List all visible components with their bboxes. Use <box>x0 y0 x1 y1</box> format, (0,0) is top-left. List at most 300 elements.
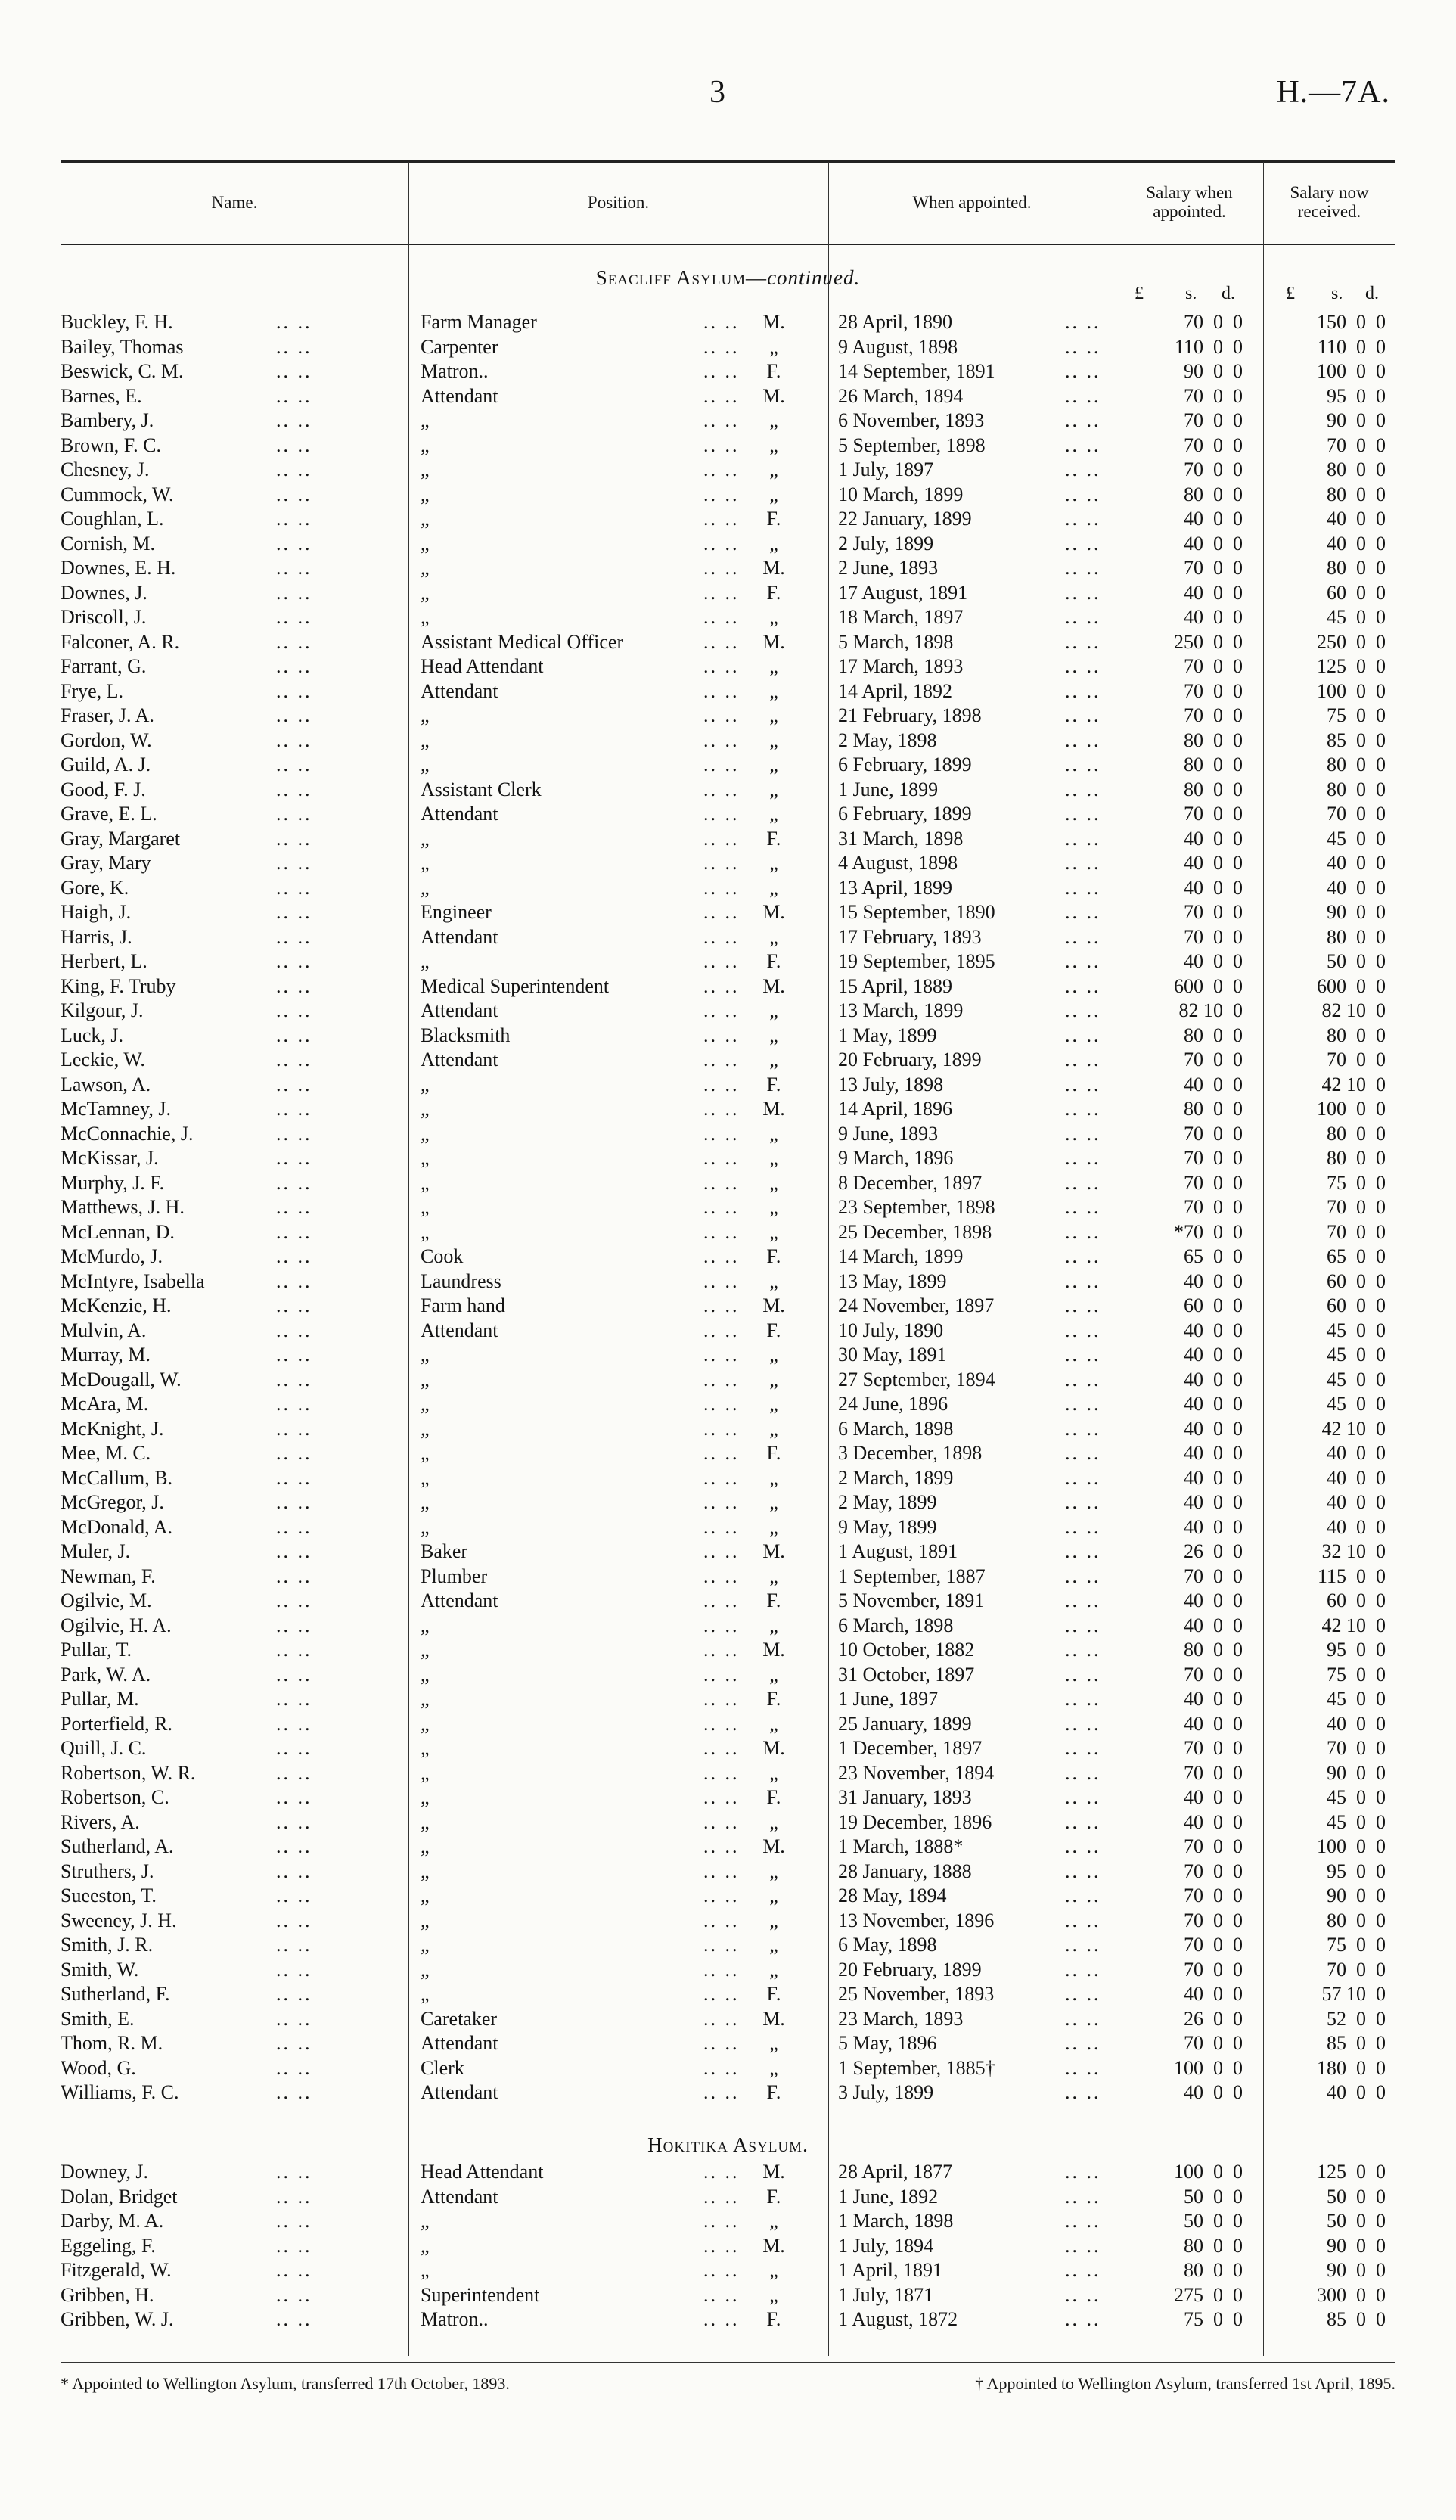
appointed-cell: 3 December, 1898 <box>838 1442 983 1464</box>
sex-cell: „ <box>769 409 778 431</box>
date-leader-dots: .. .. <box>1065 458 1101 480</box>
name-cell: Coughlan, L. <box>61 508 164 530</box>
salary-when-cell: 70 0 0 <box>1184 1122 1243 1145</box>
sex-cell: M. <box>762 2234 785 2257</box>
salary-now-cell: 40 0 0 <box>1327 1442 1386 1464</box>
sex-cell: M. <box>762 2161 785 2183</box>
table-row <box>0 1761 1456 1786</box>
table-row <box>0 753 1456 778</box>
salary-now-cell: 70 0 0 <box>1327 1196 1386 1218</box>
sex-cell: „ <box>769 2032 778 2054</box>
appointed-cell: 2 March, 1899 <box>838 1466 954 1489</box>
sex-cell: „ <box>769 1761 778 1784</box>
salary-now-cell: 90 0 0 <box>1327 409 1386 431</box>
name-leader-dots: .. .. <box>276 876 312 899</box>
sex-cell: M. <box>762 1294 785 1316</box>
sex-cell: „ <box>769 1049 778 1070</box>
sex-cell: „ <box>769 433 778 456</box>
name-leader-dots: .. .. <box>276 1269 312 1292</box>
position-leader-dots: .. .. <box>703 925 740 948</box>
salary-when-cell: 40 0 0 <box>1184 2081 1243 2103</box>
name-cell: McKissar, J. <box>61 1147 159 1169</box>
sex-cell: F. <box>766 1245 781 1267</box>
date-leader-dots: .. .. <box>1065 335 1101 358</box>
salary-when-cell: 80 0 0 <box>1184 2234 1243 2257</box>
sex-cell: „ <box>769 1663 778 1686</box>
table-row <box>0 2185 1456 2210</box>
appointed-cell: 22 January, 1899 <box>838 508 972 530</box>
name-cell: McTamney, J. <box>61 1098 171 1120</box>
position-leader-dots: .. .. <box>703 679 740 702</box>
name-leader-dots: .. .. <box>276 803 312 825</box>
salary-now-cell: 60 0 0 <box>1327 581 1386 604</box>
name-cell: Murphy, J. F. <box>61 1171 165 1194</box>
appointed-cell: 1 May, 1899 <box>838 1024 937 1046</box>
position-cell: „ <box>421 1491 430 1513</box>
table-row <box>0 2007 1456 2032</box>
name-cell: McMurdo, J. <box>61 1245 163 1267</box>
table-row <box>0 1835 1456 1860</box>
position-leader-dots: .. .. <box>703 1393 740 1415</box>
name-leader-dots: .. .. <box>276 630 312 653</box>
date-leader-dots: .. .. <box>1065 360 1101 382</box>
section-title-main: Hokitika Asylum. <box>647 2133 809 2156</box>
position-cell: „ <box>421 1171 430 1194</box>
sex-cell: „ <box>769 754 778 775</box>
position-cell: Attendant <box>421 1049 498 1070</box>
position-cell: „ <box>421 1073 430 1095</box>
appointed-cell: 2 May, 1898 <box>838 729 937 751</box>
salary-now-cell: 115 0 0 <box>1317 1565 1386 1587</box>
appointed-cell: 23 November, 1894 <box>838 1761 995 1784</box>
salary-now-cell: 75 0 0 <box>1327 704 1386 726</box>
position-leader-dots: .. .. <box>703 1737 740 1759</box>
position-leader-dots: .. .. <box>703 876 740 899</box>
appointed-cell: 6 February, 1899 <box>838 754 972 775</box>
table-row <box>0 2080 1456 2105</box>
salary-now-cell: 100 0 0 <box>1317 360 1386 382</box>
name-cell: Sueeston, T. <box>61 1885 157 1906</box>
name-leader-dots: .. .. <box>276 384 312 407</box>
position-leader-dots: .. .. <box>703 754 740 775</box>
position-cell: Cook <box>421 1245 464 1267</box>
salary-when-cell: 70 0 0 <box>1184 2032 1243 2054</box>
salary-now-cell: 110 0 0 <box>1317 335 1386 358</box>
salary-now-cell: 32 10 0 <box>1321 1540 1386 1562</box>
table-row <box>0 729 1456 754</box>
salary-when-cell: 80 0 0 <box>1184 778 1243 800</box>
name-leader-dots: .. .. <box>276 1466 312 1489</box>
date-leader-dots: .. .. <box>1065 1786 1101 1808</box>
name-leader-dots: .. .. <box>276 704 312 726</box>
date-leader-dots: .. .. <box>1065 557 1101 579</box>
table-row <box>0 1687 1456 1712</box>
sex-cell: „ <box>769 2259 778 2281</box>
sex-cell: „ <box>769 852 778 874</box>
position-leader-dots: .. .. <box>703 1294 740 1316</box>
date-leader-dots: .. .. <box>1065 1073 1101 1095</box>
table-row <box>0 458 1456 483</box>
salary-now-cell: 45 0 0 <box>1327 1810 1386 1833</box>
salary-when-cell: 70 0 0 <box>1184 1958 1243 1981</box>
table-row <box>0 2160 1456 2185</box>
position-leader-dots: .. .. <box>703 360 740 382</box>
name-cell: Wood, G. <box>61 2056 136 2079</box>
table-row <box>0 1368 1456 1393</box>
salary-when-cell: 80 0 0 <box>1184 2259 1243 2281</box>
table-row <box>0 1048 1456 1073</box>
name-cell: Downey, J. <box>61 2161 149 2183</box>
sex-cell: „ <box>769 778 778 800</box>
sex-cell: F. <box>766 1786 781 1808</box>
name-cell: Struthers, J. <box>61 1860 154 1882</box>
position-cell: „ <box>421 852 430 874</box>
name-leader-dots: .. .. <box>276 2234 312 2257</box>
position-leader-dots: .. .. <box>703 1269 740 1292</box>
date-leader-dots: .. .. <box>1065 1761 1101 1784</box>
name-cell: Pullar, T. <box>61 1639 132 1661</box>
table-bottom-rule <box>61 2362 1395 2363</box>
sex-cell: „ <box>769 679 778 702</box>
salary-now-cell: 90 0 0 <box>1327 2234 1386 2257</box>
position-leader-dots: .. .. <box>703 1688 740 1710</box>
date-leader-dots: .. .. <box>1065 2283 1101 2306</box>
position-cell: „ <box>421 532 430 555</box>
appointed-cell: 28 January, 1888 <box>838 1860 972 1882</box>
salary-when-cell: 70 0 0 <box>1184 1663 1243 1686</box>
salary-when-cell: 70 0 0 <box>1184 1860 1243 1882</box>
sex-cell: M. <box>762 1540 785 1562</box>
name-leader-dots: .. .. <box>276 2283 312 2306</box>
name-cell: McLennan, D. <box>61 1220 175 1243</box>
salary-when-cell: 40 0 0 <box>1184 1614 1243 1636</box>
position-cell: „ <box>421 754 430 775</box>
name-leader-dots: .. .. <box>276 532 312 555</box>
name-leader-dots: .. .. <box>276 1688 312 1710</box>
position-cell: „ <box>421 827 430 850</box>
salary-now-cell: 60 0 0 <box>1327 1269 1386 1292</box>
position-cell: „ <box>421 1417 430 1440</box>
salary-now-cell: 150 0 0 <box>1317 311 1386 333</box>
name-cell: Bailey, Thomas <box>61 335 184 358</box>
name-leader-dots: .. .. <box>276 606 312 628</box>
salary-when-cell: 40 0 0 <box>1184 1810 1243 1833</box>
table-row <box>0 999 1456 1024</box>
date-leader-dots: .. .. <box>1065 1565 1101 1587</box>
position-leader-dots: .. .. <box>703 606 740 628</box>
salary-now-cell: 40 0 0 <box>1327 1712 1386 1735</box>
name-leader-dots: .. .. <box>276 679 312 702</box>
sex-cell: M. <box>762 1737 785 1759</box>
position-cell: „ <box>421 1220 430 1243</box>
date-leader-dots: .. .. <box>1065 1614 1101 1636</box>
date-leader-dots: .. .. <box>1065 950 1101 972</box>
date-leader-dots: .. .. <box>1065 1835 1101 1857</box>
position-leader-dots: .. .. <box>703 2081 740 2103</box>
salary-now-cell: 80 0 0 <box>1327 778 1386 800</box>
salary-when-cell: 70 0 0 <box>1184 803 1243 825</box>
name-cell: Newman, F. <box>61 1565 156 1587</box>
date-leader-dots: .. .. <box>1065 852 1101 874</box>
date-leader-dots: .. .. <box>1065 384 1101 407</box>
salary-when-cell: 40 0 0 <box>1184 606 1243 628</box>
position-cell: „ <box>421 1835 430 1857</box>
position-leader-dots: .. .. <box>703 1860 740 1882</box>
name-leader-dots: .. .. <box>276 1810 312 1833</box>
sex-cell: „ <box>769 1958 778 1981</box>
name-cell: Gribben, W. J. <box>61 2308 174 2330</box>
table-row <box>0 654 1456 679</box>
salary-now-cell: 40 0 0 <box>1327 532 1386 555</box>
date-leader-dots: .. .. <box>1065 1540 1101 1562</box>
name-leader-dots: .. .. <box>276 1294 312 1316</box>
sex-cell: „ <box>769 803 778 825</box>
salary-when-cell: 70 0 0 <box>1184 1737 1243 1759</box>
position-leader-dots: .. .. <box>703 1934 740 1956</box>
appointed-cell: 6 March, 1898 <box>838 1417 954 1440</box>
position-leader-dots: .. .. <box>703 1761 740 1784</box>
position-leader-dots: .. .. <box>703 999 740 1021</box>
position-leader-dots: .. .. <box>703 852 740 874</box>
sex-cell: „ <box>769 1220 778 1243</box>
position-leader-dots: .. .. <box>703 778 740 800</box>
name-cell: McCallum, B. <box>61 1466 173 1489</box>
sex-cell: „ <box>769 1196 778 1218</box>
section-title-seacliff <box>0 266 1456 290</box>
salary-when-cell: 70 0 0 <box>1184 1147 1243 1169</box>
appointed-cell: 23 March, 1893 <box>838 2007 964 2030</box>
position-cell: „ <box>421 433 430 456</box>
position-cell: „ <box>421 876 430 899</box>
name-leader-dots: .. .. <box>276 581 312 604</box>
date-leader-dots: .. .. <box>1065 1171 1101 1194</box>
table-row <box>0 1220 1456 1245</box>
appointed-cell: 2 July, 1899 <box>838 532 934 555</box>
date-leader-dots: .. .. <box>1065 2308 1101 2330</box>
table-row <box>0 802 1456 827</box>
position-cell: „ <box>421 1663 430 1686</box>
name-leader-dots: .. .. <box>276 458 312 480</box>
date-leader-dots: .. .. <box>1065 827 1101 850</box>
name-cell: Gray, Mary <box>61 852 151 874</box>
date-leader-dots: .. .. <box>1065 803 1101 825</box>
position-cell: Matron.. <box>421 360 489 382</box>
name-cell: Guild, A. J. <box>61 754 151 775</box>
salary-now-cell: 82 10 0 <box>1321 999 1386 1021</box>
position-cell: „ <box>421 1810 430 1833</box>
table-row <box>0 532 1456 557</box>
name-leader-dots: .. .. <box>276 1835 312 1857</box>
date-leader-dots: .. .. <box>1065 2007 1101 2030</box>
date-leader-dots: .. .. <box>1065 679 1101 702</box>
date-leader-dots: .. .. <box>1065 1024 1101 1046</box>
sex-cell: F. <box>766 1983 781 2005</box>
sex-cell: „ <box>769 458 778 480</box>
salary-when-cell: 40 0 0 <box>1184 1344 1243 1366</box>
salary-now-cell: 70 0 0 <box>1327 1737 1386 1759</box>
position-leader-dots: .. .. <box>703 458 740 480</box>
sex-cell: „ <box>769 2283 778 2306</box>
salary-now-cell: 85 0 0 <box>1327 2308 1386 2330</box>
position-leader-dots: .. .. <box>703 2283 740 2306</box>
name-cell: McIntyre, Isabella <box>61 1269 205 1292</box>
name-cell: Driscoll, J. <box>61 606 147 628</box>
name-leader-dots: .. .. <box>276 2056 312 2079</box>
salary-when-cell: 40 0 0 <box>1184 581 1243 604</box>
name-leader-dots: .. .. <box>276 1934 312 1956</box>
footnote-star: * Appointed to Wellington Asylum, transferred 17th October, 1893. <box>61 2374 510 2393</box>
date-leader-dots: .. .. <box>1065 1810 1101 1833</box>
table-row <box>0 1343 1456 1368</box>
name-leader-dots: .. .. <box>276 1540 312 1562</box>
section-title-main: Seacliff Asylum— <box>595 266 768 289</box>
appointed-cell: 10 July, 1890 <box>838 1319 944 1341</box>
table-row <box>0 2258 1456 2283</box>
appointed-cell: 5 May, 1896 <box>838 2032 937 2054</box>
salary-when-cell: 70 0 0 <box>1184 925 1243 948</box>
date-leader-dots: .. .. <box>1065 1319 1101 1341</box>
position-leader-dots: .. .. <box>703 655 740 677</box>
appointed-cell: 14 April, 1892 <box>838 679 952 702</box>
table-row <box>0 1024 1456 1049</box>
appointed-cell: 13 March, 1899 <box>838 999 964 1021</box>
name-leader-dots: .. .. <box>276 1344 312 1366</box>
name-leader-dots: .. .. <box>276 1958 312 1981</box>
position-cell: „ <box>421 1614 430 1636</box>
salary-when-cell: 70 0 0 <box>1184 1565 1243 1587</box>
salary-when-cell: 70 0 0 <box>1184 557 1243 579</box>
salary-when-cell: 40 0 0 <box>1184 1712 1243 1735</box>
name-leader-dots: .. .. <box>276 1491 312 1513</box>
table-row <box>0 1884 1456 1909</box>
table-row <box>0 1195 1456 1220</box>
salary-when-cell: 40 0 0 <box>1184 1983 1243 2005</box>
position-cell: „ <box>421 1761 430 1784</box>
position-leader-dots: .. .. <box>703 1958 740 1981</box>
table-row <box>0 1466 1456 1491</box>
name-cell: Haigh, J. <box>61 901 132 923</box>
name-cell: Smith, W. <box>61 1958 139 1981</box>
pence-label: d. <box>1222 284 1235 303</box>
name-leader-dots: .. .. <box>276 508 312 530</box>
date-leader-dots: .. .. <box>1065 925 1101 948</box>
name-cell: Lawson, A. <box>61 1073 151 1095</box>
table-row <box>0 827 1456 852</box>
position-cell: „ <box>421 508 430 530</box>
salary-now-cell: 85 0 0 <box>1327 2032 1386 2054</box>
appointed-cell: 10 March, 1899 <box>838 483 964 505</box>
table-row <box>0 1515 1456 1540</box>
salary-when-cell: 70 0 0 <box>1184 1909 1243 1931</box>
position-cell: Farm hand <box>421 1294 505 1316</box>
table-row <box>0 483 1456 508</box>
table-row <box>0 1736 1456 1761</box>
position-leader-dots: .. .. <box>703 1909 740 1931</box>
name-cell: Harris, J. <box>61 925 132 948</box>
table-row <box>0 2307 1456 2332</box>
position-leader-dots: .. .. <box>703 384 740 407</box>
position-cell: Caretaker <box>421 2007 498 2030</box>
sex-cell: M. <box>762 2007 785 2030</box>
appointed-cell: 18 March, 1897 <box>838 606 964 628</box>
name-leader-dots: .. .. <box>276 1885 312 1906</box>
salary-when-cell: 26 0 0 <box>1184 2007 1243 2030</box>
position-leader-dots: .. .. <box>703 2007 740 2030</box>
name-cell: Gore, K. <box>61 876 129 899</box>
table-row <box>0 1909 1456 1934</box>
appointed-cell: 2 June, 1893 <box>838 557 939 579</box>
table-row <box>0 974 1456 999</box>
sex-cell: „ <box>769 1860 778 1882</box>
position-cell: Head Attendant <box>421 655 544 677</box>
position-cell: „ <box>421 1344 430 1366</box>
salary-now-cell: 95 0 0 <box>1327 1860 1386 1882</box>
table-row <box>0 507 1456 532</box>
salary-when-cell: 40 0 0 <box>1184 1688 1243 1710</box>
salary-now-cell: 50 0 0 <box>1327 2185 1386 2208</box>
salary-when-cell: 82 10 0 <box>1178 999 1243 1021</box>
name-cell: Mulvin, A. <box>61 1319 147 1341</box>
salary-now-cell: 42 10 0 <box>1321 1073 1386 1095</box>
salary-when-cell: 250 0 0 <box>1174 630 1243 653</box>
date-leader-dots: .. .. <box>1065 2259 1101 2281</box>
name-cell: Rivers, A. <box>61 1810 140 1833</box>
name-cell: Frye, L. <box>61 679 124 702</box>
position-cell: „ <box>421 2210 430 2232</box>
date-leader-dots: .. .. <box>1065 2161 1101 2183</box>
name-leader-dots: .. .. <box>276 778 312 800</box>
table-row <box>0 1614 1456 1639</box>
salary-when-cell: 75 0 0 <box>1184 2308 1243 2330</box>
sex-cell: F. <box>766 1442 781 1464</box>
appointed-cell: 25 January, 1899 <box>838 1712 972 1735</box>
salary-now-cell: 42 10 0 <box>1321 1614 1386 1636</box>
salary-when-cell: 80 0 0 <box>1184 1024 1243 1046</box>
position-leader-dots: .. .. <box>703 1540 740 1562</box>
salary-now-cell: 70 0 0 <box>1327 1049 1386 1070</box>
position-cell: „ <box>421 1466 430 1489</box>
date-leader-dots: .. .. <box>1065 532 1101 555</box>
table-row <box>0 335 1456 360</box>
salary-when-cell: 40 0 0 <box>1184 1393 1243 1415</box>
position-leader-dots: .. .. <box>703 1835 740 1857</box>
name-leader-dots: .. .. <box>276 1663 312 1686</box>
sex-cell: M. <box>762 974 785 997</box>
salary-when-cell: 40 0 0 <box>1184 508 1243 530</box>
position-cell: „ <box>421 1885 430 1906</box>
sex-cell: M. <box>762 1098 785 1120</box>
position-leader-dots: .. .. <box>703 2185 740 2208</box>
appointed-cell: 28 May, 1894 <box>838 1885 947 1906</box>
name-cell: Falconer, A. R. <box>61 630 180 653</box>
salary-when-cell: 40 0 0 <box>1184 1491 1243 1513</box>
salary-when-cell: 70 0 0 <box>1184 1761 1243 1784</box>
table-row <box>0 851 1456 876</box>
position-cell: „ <box>421 1442 430 1464</box>
position-cell: Carpenter <box>421 335 498 358</box>
name-leader-dots: .. .. <box>276 827 312 850</box>
sex-cell: „ <box>769 2210 778 2232</box>
salary-now-cell: 50 0 0 <box>1327 950 1386 972</box>
name-leader-dots: .. .. <box>276 1712 312 1735</box>
pounds-label: £ <box>1135 284 1144 303</box>
table-row <box>0 1638 1456 1663</box>
appointed-cell: 4 August, 1898 <box>838 852 958 874</box>
position-cell: Superintendent <box>421 2283 540 2306</box>
position-leader-dots: .. .. <box>703 2056 740 2079</box>
salary-when-cell: 80 0 0 <box>1184 1639 1243 1661</box>
table-row <box>0 1073 1456 1098</box>
